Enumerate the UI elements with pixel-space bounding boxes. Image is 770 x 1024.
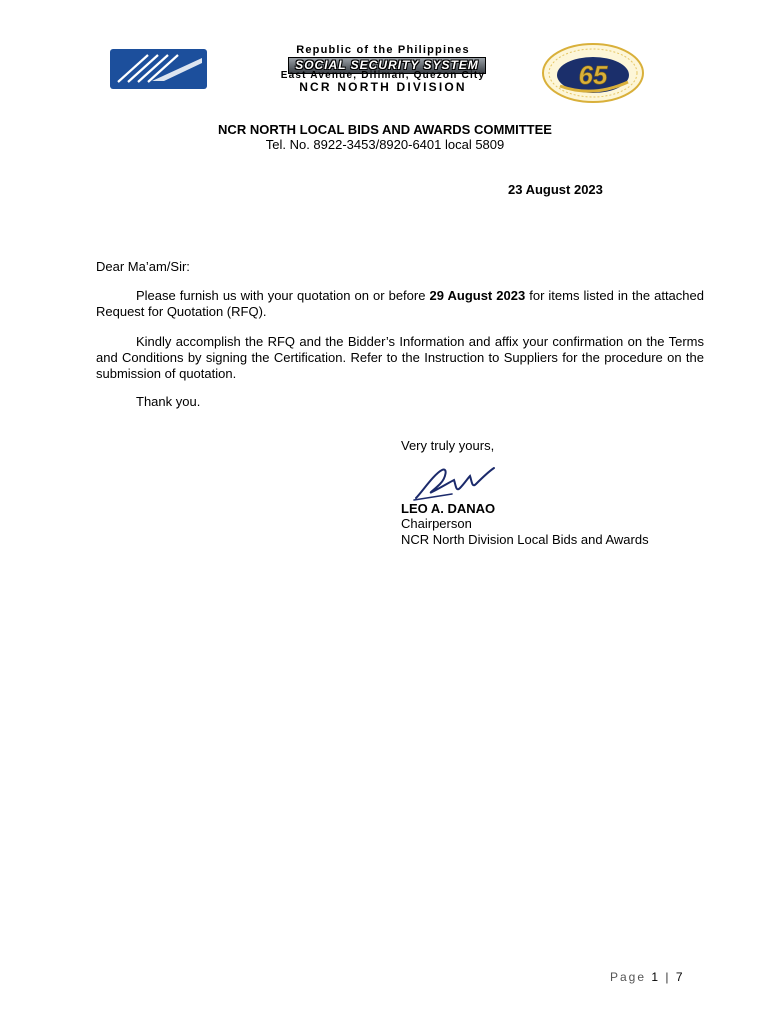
handwritten-signature-icon (412, 462, 498, 502)
sss-65th-anniversary-badge-icon (540, 42, 646, 104)
letter-date: 23 August 2023 (508, 182, 603, 197)
page-footer (610, 970, 685, 984)
signer-title: Chairperson (401, 516, 472, 531)
thanks-line: Thank you. (136, 394, 201, 409)
committee-telephone: Tel. No. 8922-3453/8920-6401 local 5809 (265, 137, 505, 152)
signer-office: NCR North Division Local Bids and Awards (401, 532, 649, 547)
committee-name: NCR NORTH LOCAL BIDS AND AWARDS COMMITTEE (218, 122, 552, 137)
letterhead-republic: Republic of the Philippines (296, 44, 470, 56)
page-total: 7 (675, 970, 685, 984)
letterhead-agency: SOCIAL SECURITY SYSTEM (288, 57, 486, 74)
badge-number: 65 (578, 60, 608, 90)
body-paragraph-2: Kindly accomplish the RFQ and the Bidder’s Information and affix your confirmation on the Terms and Conditions by signing the Certification. Refer to the Instruction to Suppliers for the procedure on the submission of quotation. (96, 334, 704, 381)
closing-salutation: Very truly yours, (401, 438, 495, 453)
quotation-deadline: 29 August 2023 (429, 288, 526, 303)
sss-logo-icon (110, 49, 207, 89)
letterhead-address: East Avenue, Diliman, Quezon City (280, 70, 486, 81)
page-number: 1 (651, 970, 661, 984)
page-label: Page (610, 970, 647, 984)
page-separator: | (665, 970, 671, 984)
body-paragraph-1 (96, 288, 704, 320)
letterhead-division: NCR NORTH DIVISION (299, 80, 467, 94)
salutation: Dear Ma’am/Sir: (96, 259, 190, 274)
signer-name: LEO A. DANAO (401, 501, 496, 516)
para1-before: Please furnish us with your quotation on or before (136, 288, 430, 303)
para1-after: for items listed in the attached Request for Quotation (RFQ). (96, 288, 704, 319)
